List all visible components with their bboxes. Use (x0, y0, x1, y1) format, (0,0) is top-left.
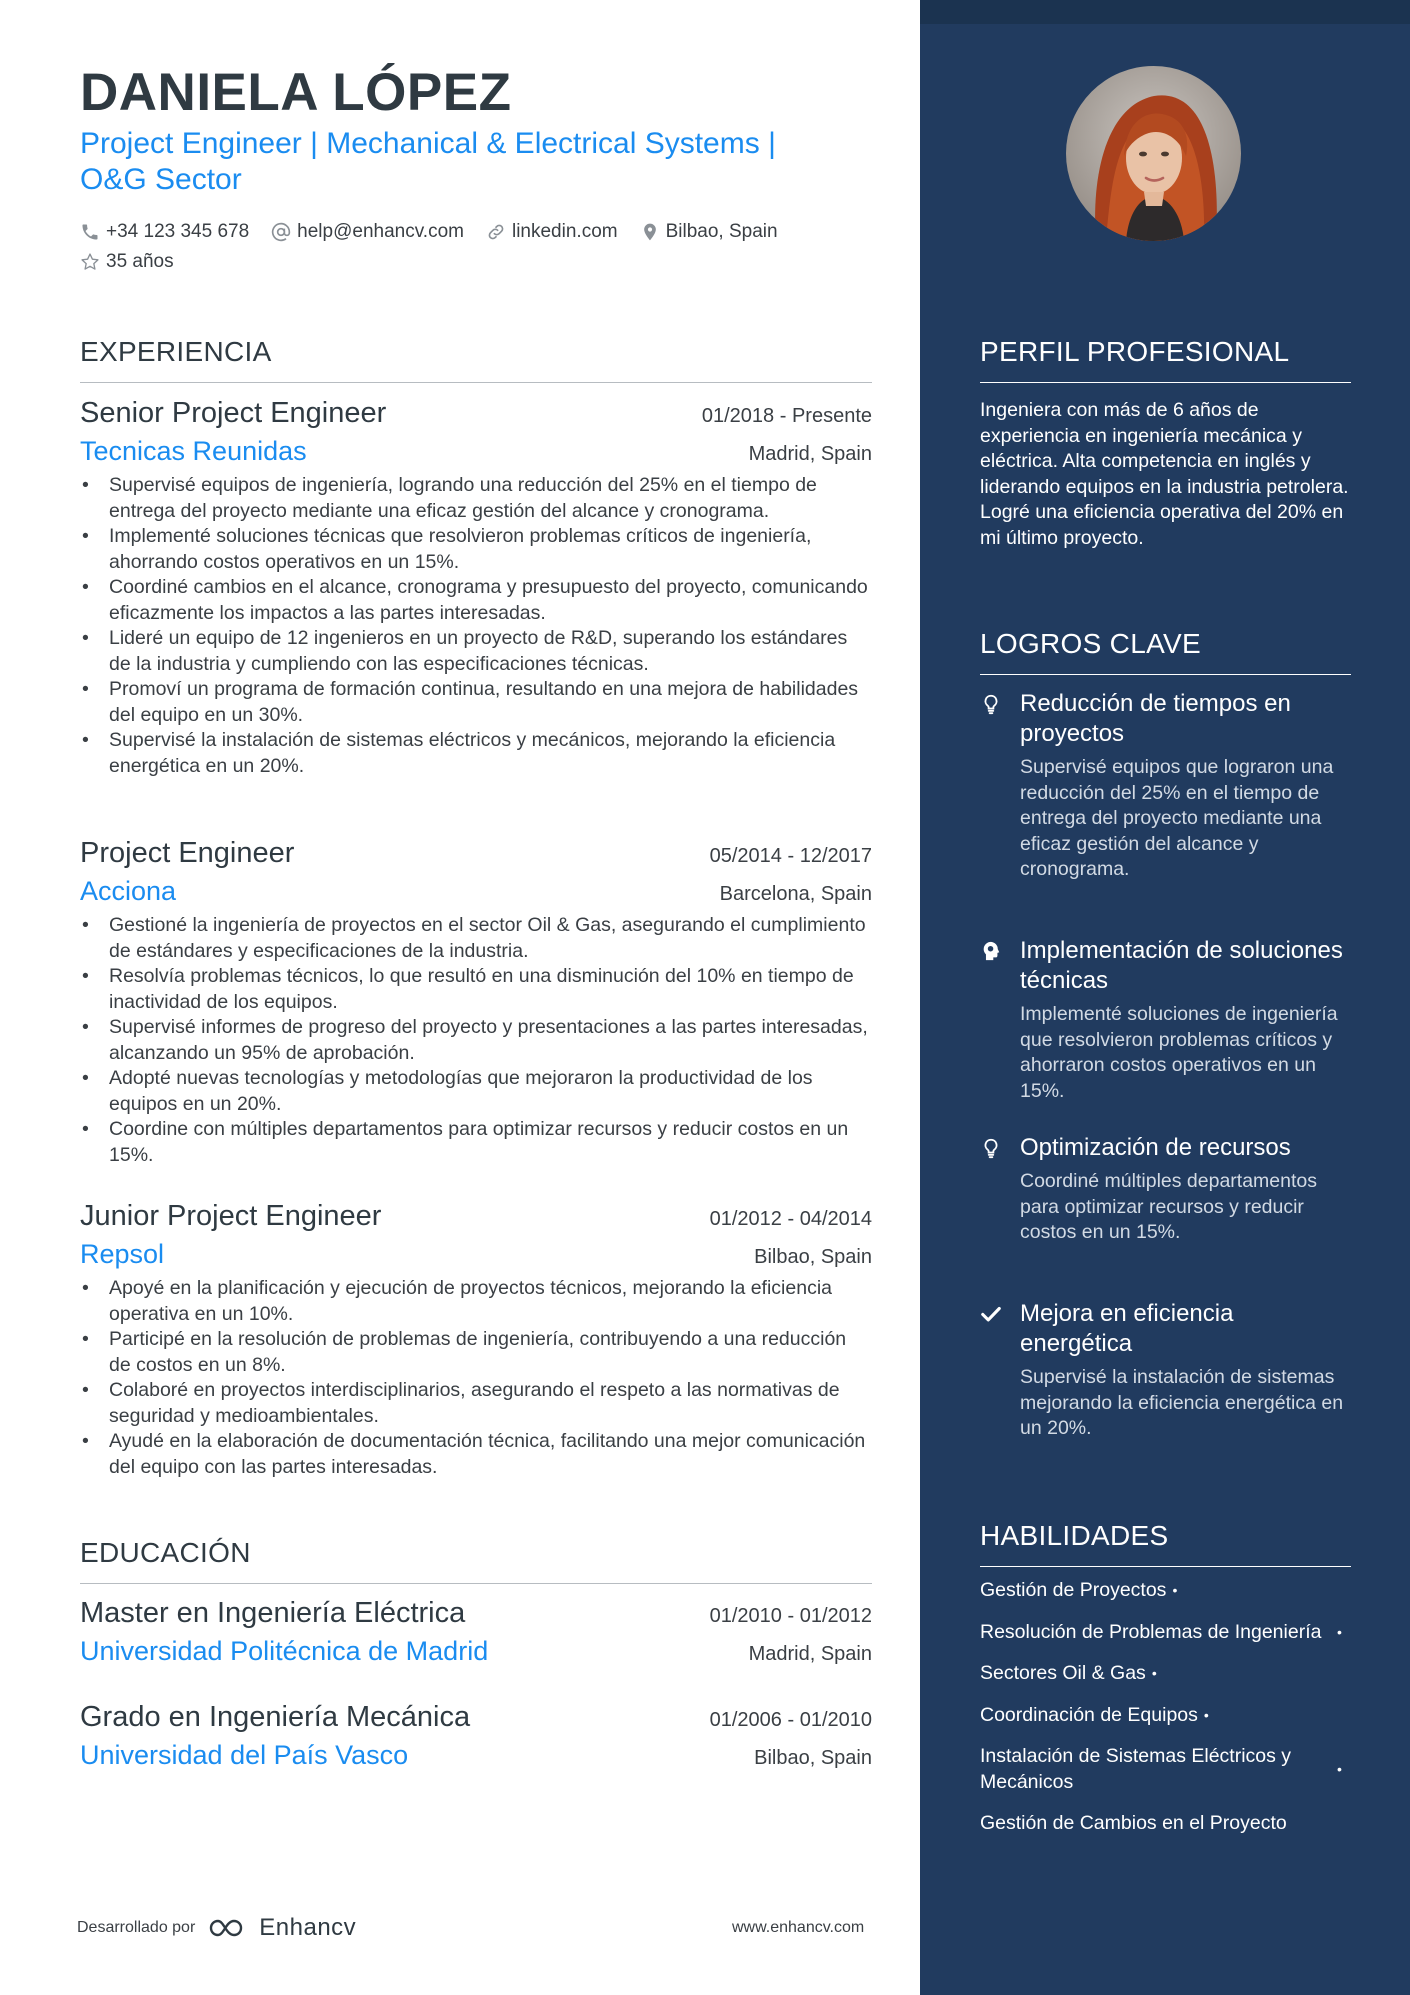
summary-text: Ingeniera con más de 6 años de experiencia en ingeniería mecánica y eléctrica. Alta competencia en inglés y liderando equipos en la industria petrolera. Logré una eficiencia operativa del 20% en mi último proyecto. (980, 399, 1349, 549)
school-location: Madrid, Spain (748, 1643, 872, 1665)
achievements-section-title: LOGROS CLAVE (980, 628, 1351, 675)
enhancv-logo[interactable] (207, 1914, 356, 1942)
job-bullets (80, 473, 872, 779)
contact-location (640, 221, 778, 243)
experience-entry (80, 397, 872, 779)
skill-separator: • (1172, 1582, 1178, 1598)
experience-entry (80, 837, 872, 1168)
skills-list (980, 1578, 1360, 1853)
degree-title: Grado en Ingeniería Mecánica (80, 1701, 471, 1733)
candidate-name: DANIELA LÓPEZ (80, 63, 512, 122)
experience-entry (80, 1200, 872, 1480)
bullet-item: • Colaboré en proyectos interdisciplinarios, asegurando el respeto a las normativas de seguridad y medioambientales. (80, 1378, 872, 1429)
school-name[interactable]: Universidad Politécnica de Madrid (80, 1636, 489, 1666)
company-name[interactable]: Tecnicas Reunidas (80, 436, 307, 466)
job-dates: 01/2018 - Presente (701, 405, 872, 427)
job-bullets (80, 913, 872, 1168)
achievement-item (980, 1299, 1352, 1442)
education-entry (80, 1701, 872, 1771)
contact-phone[interactable] (80, 221, 249, 243)
skill-separator: • (1151, 1665, 1157, 1681)
linkedin-text: linkedin.com (511, 221, 618, 242)
achievement-description: Coordiné múltiples departamentos para optimizar recursos y reducir costos en un 15%. (1020, 1170, 1317, 1243)
lightbulb-icon (980, 1137, 1002, 1159)
job-location: Bilbao, Spain (754, 1246, 872, 1268)
experience-section-title: EXPERIENCIA (80, 336, 872, 383)
phone-text: +34 123 345 678 (106, 221, 250, 242)
school-name[interactable]: Universidad del País Vasco (80, 1740, 409, 1770)
star-icon (80, 252, 100, 272)
job-title: Senior Project Engineer (80, 397, 387, 429)
sidebar-top-band (920, 0, 1410, 24)
bullet-item: • Supervisé equipos de ingeniería, logrando una reducción del 25% en el tiempo de entrega del proyecto mediante una eficaz gestión del alcance y cronograma. (80, 473, 872, 524)
bullet-item: • Lideré un equipo de 12 ingenieros en un proyecto de R&D, superando los estándares de la industria y cumpliendo con las especificaciones técnicas. (80, 626, 872, 677)
phone-icon (80, 222, 100, 242)
email-text: help@enhancv.com (297, 221, 464, 242)
company-name[interactable]: Repsol (80, 1239, 165, 1269)
skill-item (980, 1703, 1360, 1729)
skill-item (980, 1578, 1360, 1604)
skill-item (980, 1620, 1360, 1646)
brand-name: Enhancv (259, 1914, 357, 1941)
bullet-item: • Promoví un programa de formación continua, resultando en una mejora de habilidades del equipo en un 30%. (80, 677, 872, 728)
bullet-item: • Supervisé la instalación de sistemas eléctricos y mecánicos, mejorando la eficiencia energética en un 20%. (80, 728, 872, 779)
achievement-title: Optimización de recursos (1020, 1134, 1291, 1161)
achievement-item (980, 1133, 1352, 1246)
bullet-item: • Adopté nuevas tecnologías y metodologías que mejoraron la productividad de los equipos en un 20%. (80, 1066, 872, 1117)
bullet-item: • Resolvía problemas técnicos, lo que resultó en una disminución del 10% en tiempo de inactividad de los equipos. (80, 964, 872, 1015)
achievement-item (980, 936, 1352, 1104)
school-location: Bilbao, Spain (754, 1747, 872, 1769)
skill-separator: • (1337, 1760, 1342, 1777)
link-icon (486, 222, 506, 242)
headline: Project Engineer | Mechanical & Electrical Systems | O&G Sector (80, 127, 776, 196)
skill-separator: • (1203, 1706, 1209, 1723)
skill-label: Gestión de Cambios en el Proyecto (980, 1812, 1287, 1834)
degree-title: Master en Ingeniería Eléctrica (80, 1597, 466, 1629)
company-name[interactable]: Acciona (80, 876, 177, 906)
checkmark-icon (980, 1303, 1002, 1325)
enhancv-logo-icon (207, 1916, 251, 1940)
skill-item (980, 1744, 1360, 1795)
lightbulb-icon (980, 693, 1002, 715)
job-location: Madrid, Spain (748, 443, 872, 465)
bullet-item: • Supervisé informes de progreso del proyecto y presentaciones a las partes interesadas, alcanzando un 95% de aprobación. (80, 1015, 872, 1066)
job-title: Project Engineer (80, 837, 295, 869)
bullet-item: • Gestioné la ingeniería de proyectos en el sector Oil & Gas, asegurando el cumplimiento de estándares y especificaciones de la industria. (80, 913, 872, 964)
achievement-title: Implementación de soluciones técnicas (1020, 937, 1343, 994)
education-entry (80, 1597, 872, 1667)
achievement-description: Supervisé equipos que lograron una reducción del 25% en el tiempo de entrega del proyecto mediante una eficaz gestión del alcance y cronograma. (1020, 756, 1334, 880)
bullet-item: • Ayudé en la elaboración de documentación técnica, facilitando una mejor comunicación del equipo con las partes interesadas. (80, 1429, 872, 1480)
contact-linkedin[interactable] (486, 221, 618, 243)
contact-email[interactable] (271, 221, 464, 243)
achievement-title: Mejora en eficiencia energética (1020, 1300, 1234, 1357)
powered-by-label: Desarrollado por (77, 1919, 196, 1936)
job-dates: 05/2014 - 12/2017 (709, 845, 872, 867)
skill-item (980, 1661, 1360, 1687)
bullet-item: • Apoyé en la planificación y ejecución de proyectos técnicos, mejorando la eficiencia operativa en un 10%. (80, 1276, 872, 1327)
education-dates: 01/2006 - 01/2010 (709, 1709, 872, 1731)
achievement-item (980, 689, 1352, 883)
location-text: Bilbao, Spain (665, 221, 778, 242)
bullet-item: • Coordiné cambios en el alcance, cronograma y presupuesto del proyecto, comunicando eficazmente los impactos a las partes interesadas. (80, 575, 872, 626)
brain-head-icon (980, 940, 1002, 962)
skill-label: Sectores Oil & Gas (980, 1662, 1146, 1684)
skill-label: Gestión de Proyectos (980, 1579, 1167, 1601)
achievement-description: Implementé soluciones de ingeniería que resolvieron problemas críticos y ahorraron costos operativos en un 15%. (1020, 1003, 1338, 1102)
education-dates: 01/2010 - 01/2012 (709, 1605, 872, 1627)
skill-item (980, 1811, 1360, 1837)
achievement-description: Supervisé la instalación de sistemas mejorando la eficiencia energética en un 20%. (1020, 1366, 1344, 1439)
bullet-item: • Participé en la resolución de problemas de ingeniería, contribuyendo a una reducción de costos en un 8%. (80, 1327, 872, 1378)
summary-section-title: PERFIL PROFESIONAL (980, 336, 1351, 383)
footer-website[interactable]: www.enhancv.com (732, 1919, 865, 1936)
job-title: Junior Project Engineer (80, 1200, 382, 1232)
job-bullets (80, 1276, 872, 1480)
contact-info (80, 217, 880, 277)
contact-age (80, 251, 174, 273)
at-sign-icon (271, 222, 291, 242)
bullet-item: • Coordine con múltiples departamentos para optimizar recursos y reducir costos en un 15%. (80, 1117, 872, 1168)
sidebar (920, 0, 1410, 1995)
profile-photo (1066, 66, 1241, 241)
skill-label: Coordinación de Equipos (980, 1703, 1198, 1726)
skills-section-title: HABILIDADES (980, 1520, 1351, 1567)
footer-powered-by (77, 1914, 356, 1942)
job-dates: 01/2012 - 04/2014 (709, 1208, 872, 1230)
achievement-title: Reducción de tiempos en proyectos (1020, 690, 1291, 747)
skill-label: Resolución de Problemas de Ingeniería (980, 1620, 1322, 1643)
age-text: 35 años (106, 251, 174, 272)
bullet-item: • Implementé soluciones técnicas que resolvieron problemas críticos de ingeniería, ahorrando costos operativos en un 15%. (80, 524, 872, 575)
job-location: Barcelona, Spain (719, 883, 872, 905)
location-pin-icon (640, 222, 660, 242)
skill-separator: • (1337, 1623, 1342, 1640)
education-section-title: EDUCACIÓN (80, 1537, 872, 1584)
skill-label: Instalación de Sistemas Eléctricos y Mecánicos (980, 1745, 1292, 1793)
